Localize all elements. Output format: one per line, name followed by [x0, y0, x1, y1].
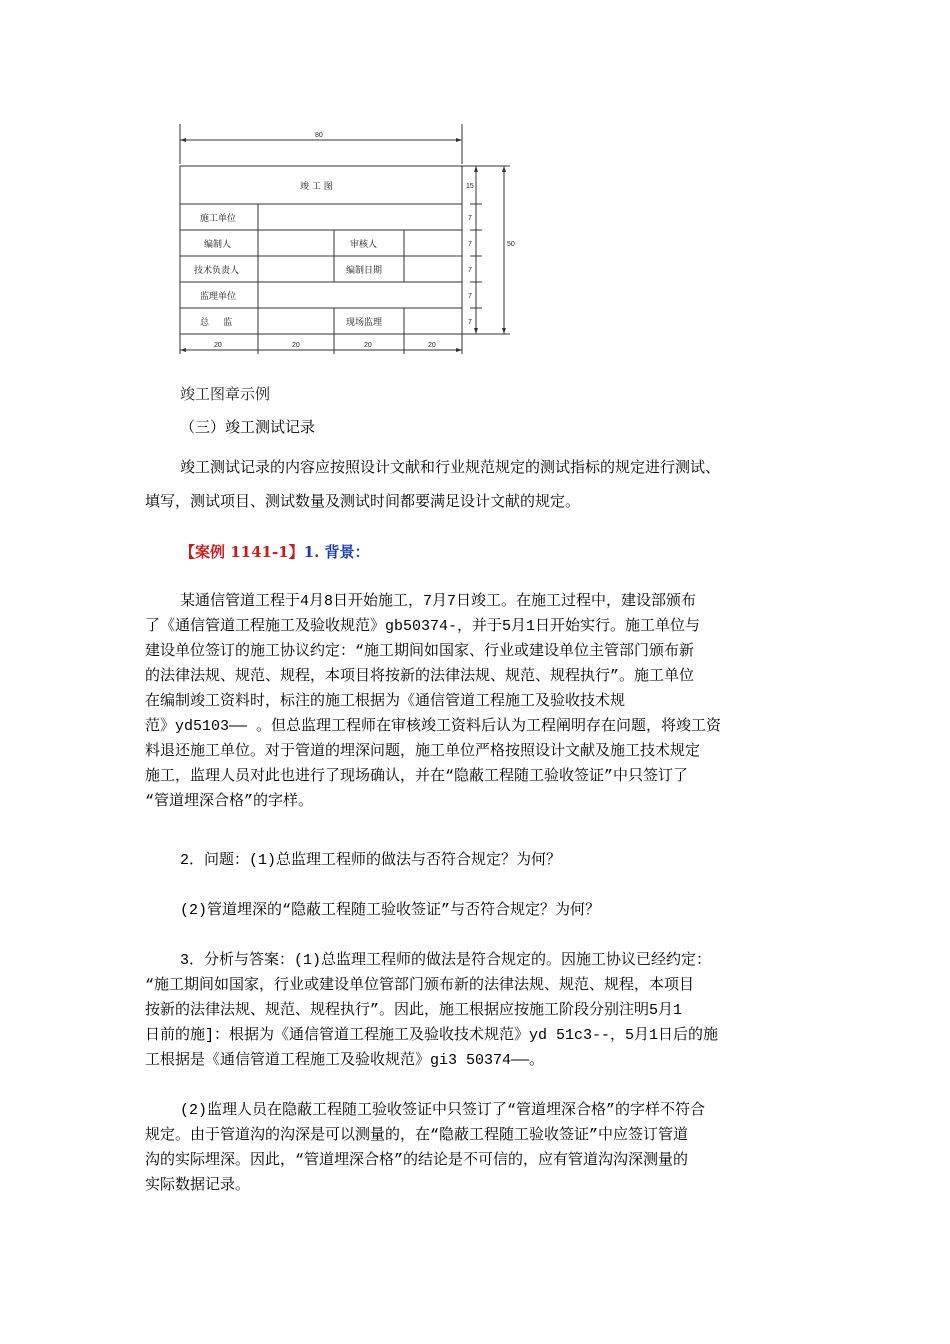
answer-line: 沟的实际埋深。因此，“管道埋深合格”的结论是不可信的，应有管道沟沟深测量的	[145, 1152, 689, 1169]
dim-total-height: 50	[507, 241, 515, 248]
question-1: 2．问题：(1)总监理工程师的做法与否符合规定？为何？	[180, 852, 562, 869]
bg-line: 在编制竣工资料时，标注的施工根据为《通信管道工程施工及验收技术规	[145, 693, 626, 710]
dim-row-1: 7	[468, 215, 472, 222]
dim-row-2: 7	[468, 241, 472, 248]
label-compiler: 编制人	[204, 240, 232, 250]
answer-line: (2)监理人员在隐蔽工程随工验收签证中只签订了“管道埋深合格”的字样不符合	[180, 1102, 706, 1119]
stamp-diagram	[170, 118, 550, 378]
dim-col-1: 20	[214, 342, 222, 349]
bg-line: 范》yd5103—— 。但总监理工程师在审核竣工资料后认为工程阐明存在问题，将竣工资	[145, 718, 722, 735]
bg-line: 的法律法规、规范、规程，本项目将按新的法律法规、规范、规程执行”。施工单位	[145, 668, 695, 685]
answer-line: 日前的施]：根据为《通信管道工程施工及验收技术规范》yd 51c3--，5月1日后的施	[145, 1027, 719, 1044]
label-compile-date: 编制日期	[346, 266, 383, 276]
body-line-1: 竣工测试记录的内容应按照设计文献和行业规范规定的测试指标的规定进行测试、	[180, 458, 721, 476]
dim-col-4: 20	[428, 342, 436, 349]
label-tech-lead: 技术负责人	[194, 266, 240, 276]
answer-line: 工根据是《通信管道工程施工及验收规范》gi3 50374——。	[145, 1052, 545, 1069]
case-label: 【案例 1141-1】	[180, 543, 304, 561]
question-2: (2)管道埋深的“隐蔽工程随工验收签证”与否符合规定？为何？	[180, 902, 601, 919]
answer-line: 规定。由于管道沟的沟深是可以测量的，在“隐蔽工程随工验收签证”中应签订管道	[145, 1127, 689, 1144]
label-construction-unit: 施工单位	[200, 214, 237, 224]
stamp-title: 竣 工 图	[300, 182, 333, 192]
section-body	[145, 450, 720, 518]
label-reviewer: 审核人	[350, 240, 378, 250]
bg-line: 建设单位签订的施工协议约定：“施工期间如国家、行业或建设单位主管部门颁布新	[145, 643, 695, 660]
section-heading: （三）竣工测试记录	[180, 418, 316, 436]
body-line-2: 填写，测试项目、测试数量及测试时间都要满足设计文献的规定。	[145, 492, 581, 510]
bg-line: 某通信管道工程于4月8日开始施工，7月7日竣工。在施工过程中，建设部颁布	[180, 593, 697, 610]
dim-row-3: 7	[468, 267, 472, 274]
answer-2-paragraph	[145, 1098, 705, 1198]
answer-line: “施工期间如国家，行业或建设单位管部门颁布新的法律法规、规范、规程，本项目	[145, 977, 695, 994]
dim-col-2: 20	[292, 342, 300, 349]
bg-line: 料退还施工单位。对于管道的埋深问题，施工单位严格按照设计文献及施工技术规定	[145, 743, 701, 760]
dim-row-4: 7	[468, 293, 472, 300]
bg-line: 施工，监理人员对此也进行了现场确认，并在“隐蔽工程随工验收签证”中只签订了	[145, 768, 689, 785]
bg-line: “管道埋深合格”的字样。	[145, 793, 314, 810]
case-title: 1. 背景：	[303, 543, 370, 561]
answer-line: 3．分析与答案：(1)总监理工程师的做法是符合规定的。因施工协议已经约定：	[180, 952, 712, 969]
bg-line: 了《通信管道工程施工及验收规范》gb50374-，并于5月1日开始实行。施工单位与	[145, 618, 701, 635]
figure-caption: 竣工图章示例	[180, 385, 271, 403]
as-built-stamp-drawing	[170, 118, 550, 378]
answer-line: 按新的法律法规、规范、规程执行”。因此，施工根据应按施工阶段分别注明5月1	[145, 1002, 683, 1019]
background-paragraph	[145, 589, 721, 814]
case-heading	[180, 540, 370, 565]
dim-total-width: 80	[315, 132, 323, 139]
dim-col-3: 20	[364, 342, 372, 349]
label-site-supervisor: 现场监理	[346, 318, 383, 328]
dim-row-5: 7	[468, 319, 472, 326]
label-supervision-unit: 监理单位	[200, 292, 237, 302]
label-chief-supervisor: 总 监	[200, 318, 233, 328]
dim-row-title: 15	[466, 183, 474, 190]
answer-1-paragraph	[145, 948, 718, 1073]
answer-line: 实际数据记录。	[145, 1177, 251, 1194]
